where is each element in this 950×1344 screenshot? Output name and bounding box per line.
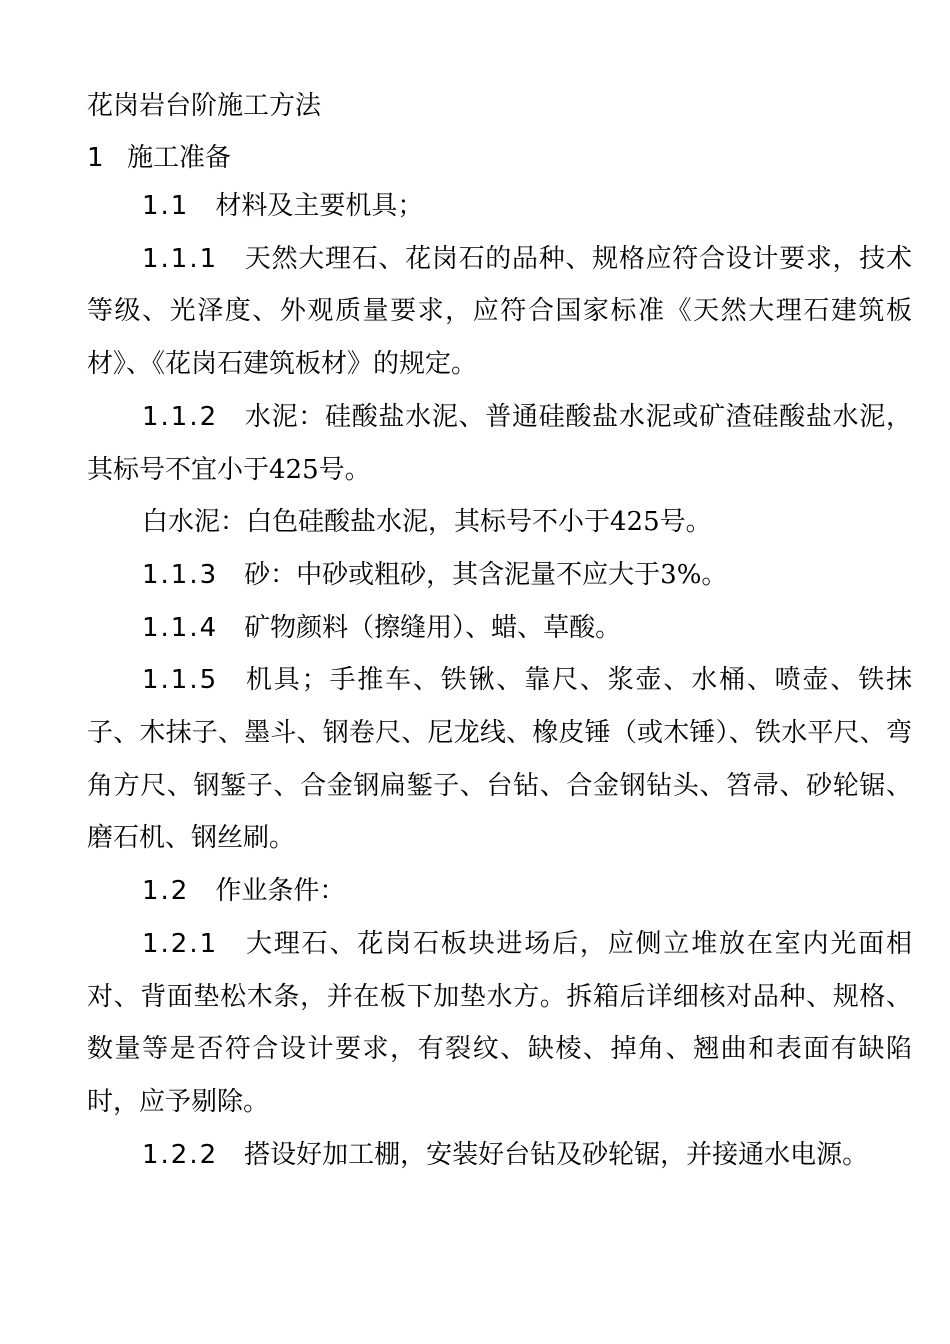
paragraph-1-1-5	[87, 654, 912, 865]
paragraph-1-1	[87, 180, 912, 233]
clause-text: 作业条件：	[215, 876, 346, 907]
paragraph-1-1-3	[87, 549, 912, 602]
section-title: 施工准备	[127, 143, 232, 173]
clause-text: 砂：中砂或粗砂，其含泥量不应大于3%。	[244, 559, 728, 590]
clause-number: 1.1.4	[142, 612, 219, 643]
paragraph-1-2-1	[87, 918, 912, 1129]
clause-text: 材料及主要机具；	[215, 191, 424, 221]
clause-number: 1.2	[142, 876, 190, 907]
clause-number: 1.1.3	[142, 559, 219, 590]
clause-text: 搭设好加工棚，安装好台钻及砂轮锯，并接通水电源。	[244, 1139, 869, 1170]
clause-number: 1.1.2	[142, 401, 219, 432]
paragraph-white-cement	[87, 496, 912, 549]
clause-number: 1.1.5	[142, 665, 219, 696]
clause-number: 1.1	[142, 191, 190, 221]
section-number: 1	[87, 143, 106, 173]
paragraph-1-2-2	[87, 1129, 912, 1182]
clause-text: 大理石、花岗石板块进场后，应侧立堆放在室内光面相对、背面垫松木条，并在板下加垫水方。拆箱后详细核对品种、规格、数量等是否符合设计要求，有裂纹、缺棱、掉角、翘曲和表面有缺陷时，应予剔除。	[87, 928, 912, 1117]
clause-text: 矿物颜料（擦缝用）、蜡、草酸。	[244, 612, 622, 643]
clause-number: 1.2.1	[142, 928, 219, 959]
document-title: 花岗岩台阶施工方法	[87, 91, 322, 121]
paragraph-1-1-2	[87, 391, 912, 496]
clause-text: 天然大理石、花岗石的品种、规格应符合设计要求，技术等级、光泽度、外观质量要求，应符合国家标准《天然大理石建筑板材》、《花岗石建筑板材》的规定。	[87, 243, 912, 380]
section-heading	[87, 136, 231, 180]
paragraph-1-2	[87, 865, 912, 918]
paragraph-1-1-4	[87, 602, 912, 655]
document-body	[87, 180, 912, 1181]
clause-text: 机具；手推车、铁锹、靠尺、浆壶、水桶、喷壶、铁抹子、木抹子、墨斗、钢卷尺、尼龙线、橡皮锤（或木锤）、铁水平尺、弯角方尺、钢錾子、合金钢扁錾子、台钻、合金钢钻头、笤帚、砂轮锯、磨石机、钢丝刷。	[87, 665, 912, 854]
clause-text: 白水泥：白色硅酸盐水泥，其标号不小于425号。	[142, 507, 712, 538]
clause-number: 1.1.1	[142, 243, 219, 274]
clause-text: 水泥：硅酸盐水泥、普通硅酸盐水泥或矿渣硅酸盐水泥，其标号不宜小于425号。	[87, 401, 912, 485]
paragraph-1-1-1	[87, 233, 912, 391]
clause-number: 1.2.2	[142, 1139, 219, 1170]
